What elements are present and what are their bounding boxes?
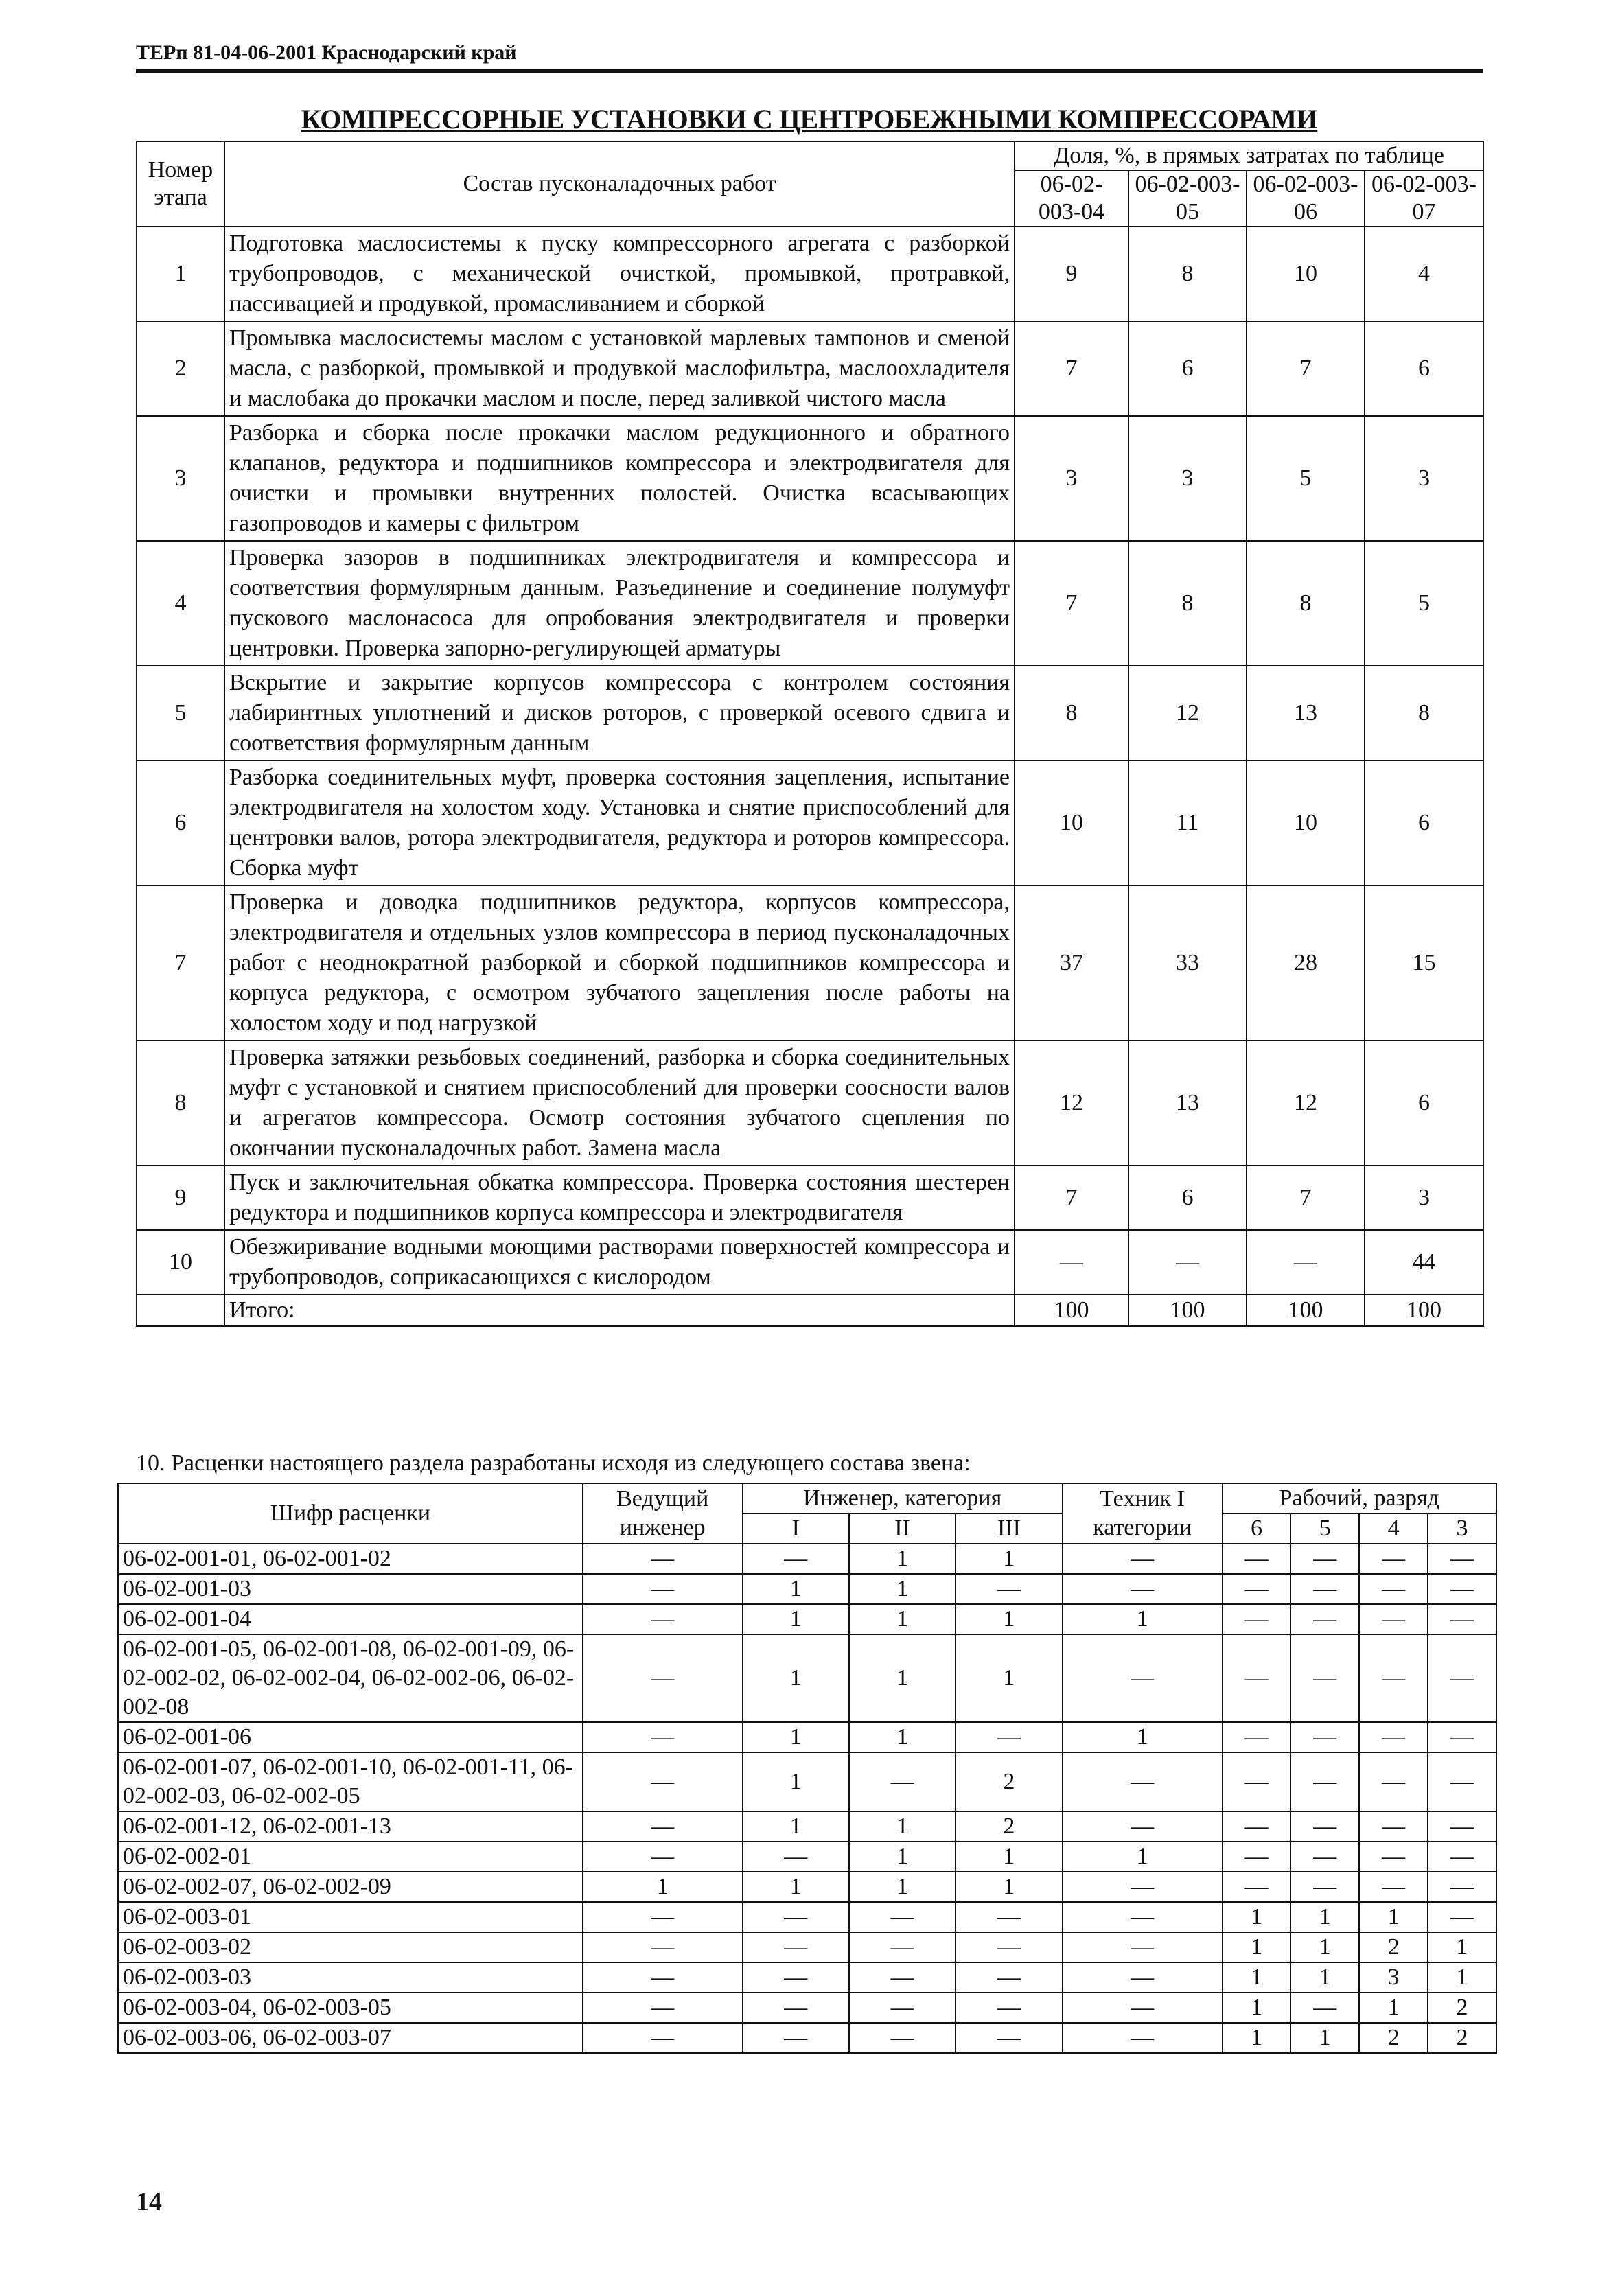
crew-count: — — [1063, 1574, 1223, 1604]
crew-count: 1 — [1223, 1932, 1291, 1962]
share-value: 12 — [1247, 1041, 1365, 1166]
crew-count: — — [849, 1993, 956, 2023]
rate-code: 06-02-001-03 — [118, 1574, 583, 1604]
crew-count: — — [1063, 1962, 1223, 1993]
page-number: 14 — [136, 2188, 162, 2216]
crew-count: 1 — [1063, 1722, 1223, 1752]
share-value: 10 — [1247, 761, 1365, 885]
col-share-header: Доля, %, в прямых затратах по таблице — [1015, 141, 1483, 170]
crew-count: — — [743, 1842, 849, 1872]
crew-composition-table — [117, 1483, 1497, 2054]
crew-count: — — [956, 1574, 1062, 1604]
crew-count: — — [1223, 1544, 1291, 1574]
stage-number: 9 — [137, 1166, 224, 1230]
engineer-header: Инженер, категория — [743, 1483, 1063, 1514]
share-value: 13 — [1247, 666, 1365, 761]
crew-count: — — [1223, 1842, 1291, 1872]
share-value: 5 — [1247, 416, 1365, 541]
rate-code: 06-02-002-01 — [118, 1842, 583, 1872]
share-value: 7 — [1247, 1166, 1365, 1230]
crew-count: — — [1428, 1811, 1496, 1842]
crew-count: 1 — [743, 1722, 849, 1752]
rate-code: 06-02-003-01 — [118, 1902, 583, 1932]
rate-code: 06-02-003-02 — [118, 1932, 583, 1962]
col-table-code: 06-02-003-06 — [1247, 170, 1365, 227]
crew-count: — — [1359, 1544, 1428, 1574]
work-description: Разборка соединительных муфт, проверка состояния зацепления, испытание электродвигателя на холостом ходу. Установка и снятие приспособлений для центровки валов, ротора электродвигателя, редуктора и роторов компрессора. Сборка муфт — [224, 761, 1015, 885]
share-value: 6 — [1365, 1041, 1483, 1166]
technician-header: Техник I категории — [1063, 1483, 1223, 1544]
table-row — [118, 1842, 1496, 1872]
rate-code: 06-02-003-04, 06-02-003-05 — [118, 1993, 583, 2023]
table-row — [118, 1872, 1496, 1902]
table-row — [118, 1574, 1496, 1604]
crew-count: — — [583, 1993, 743, 2023]
crew-count: 1 — [849, 1872, 956, 1902]
share-value: 13 — [1128, 1041, 1247, 1166]
crew-count: — — [1359, 1842, 1428, 1872]
crew-count: 3 — [1359, 1962, 1428, 1993]
crew-count: 2 — [956, 1752, 1062, 1811]
share-value: 3 — [1015, 416, 1128, 541]
rate-code: 06-02-001-06 — [118, 1722, 583, 1752]
crew-count: — — [1359, 1872, 1428, 1902]
col-table-code: 06-02-003-04 — [1015, 170, 1128, 227]
crew-count: 1 — [1290, 1932, 1359, 1962]
stage-number: 1 — [137, 227, 224, 321]
crew-count: 1 — [743, 1811, 849, 1842]
rate-code: 06-02-001-05, 06-02-001-08, 06-02-001-09, 06-02-002-02, 06-02-002-04, 06-02-002-06, 06-02-002-08 — [118, 1634, 583, 1722]
crew-count: — — [1359, 1604, 1428, 1634]
crew-count: 1 — [1063, 1842, 1223, 1872]
crew-note: 10. Расценки настоящего раздела разработаны исходя из следующего состава звена: — [136, 1450, 971, 1476]
table-row — [118, 1544, 1496, 1574]
col-work-header: Состав пусконаладочных работ — [224, 141, 1015, 227]
crew-count: 1 — [956, 1634, 1062, 1722]
table-row — [118, 1604, 1496, 1634]
crew-count: — — [849, 2023, 956, 2053]
table-row — [118, 1993, 1496, 2023]
total-spacer — [137, 1295, 224, 1326]
share-value: — — [1247, 1230, 1365, 1295]
table-row — [137, 416, 1483, 541]
crew-count: — — [1290, 1752, 1359, 1811]
worker-grade: 4 — [1359, 1514, 1428, 1544]
crew-count: 1 — [1359, 1993, 1428, 2023]
crew-count: — — [956, 1932, 1062, 1962]
crew-count: — — [1223, 1811, 1291, 1842]
share-value: 3 — [1128, 416, 1247, 541]
work-description: Разборка и сборка после прокачки маслом редукционного и обратного клапанов, редуктора и подшипников компрессора и электродвигателя для очистки и промывки внутренних полостей. Очистка всасывающих газопроводов и камеры с фильтром — [224, 416, 1015, 541]
crew-count: 1 — [583, 1872, 743, 1902]
table-row — [118, 2023, 1496, 2053]
crew-count: — — [1359, 1722, 1428, 1752]
crew-count: 1 — [743, 1604, 849, 1634]
crew-count: 1 — [1290, 1902, 1359, 1932]
share-value: 5 — [1365, 541, 1483, 666]
stage-number: 4 — [137, 541, 224, 666]
crew-count: 1 — [1223, 1993, 1291, 2023]
worker-header: Рабочий, разряд — [1223, 1483, 1496, 1514]
crew-count: — — [1428, 1872, 1496, 1902]
stage-number: 6 — [137, 761, 224, 885]
crew-count: 1 — [1428, 1962, 1496, 1993]
crew-count: — — [1063, 1811, 1223, 1842]
rate-code: 06-02-001-12, 06-02-001-13 — [118, 1811, 583, 1842]
share-value: 37 — [1015, 885, 1128, 1041]
crew-count: — — [743, 1993, 849, 2023]
section-title: КОМПРЕССОРНЫЕ УСТАНОВКИ С ЦЕНТРОБЕЖНЫМИ КОМПРЕССОРАМИ — [301, 104, 1318, 135]
work-description: Вскрытие и закрытие корпусов компрессора с контролем состояния лабиринтных уплотнений и дисков роторов, с проверкой осевого сдвига и соответствия формулярным данным — [224, 666, 1015, 761]
crew-count: 1 — [849, 1574, 956, 1604]
crew-count: — — [1359, 1811, 1428, 1842]
crew-count: — — [743, 1932, 849, 1962]
stage-number: 7 — [137, 885, 224, 1041]
crew-count: — — [1223, 1604, 1291, 1634]
worker-grade: 5 — [1290, 1514, 1359, 1544]
crew-count: 1 — [1359, 1902, 1428, 1932]
crew-count: — — [1223, 1722, 1291, 1752]
crew-count: 1 — [849, 1544, 956, 1574]
crew-count: — — [583, 1722, 743, 1752]
crew-count: — — [1428, 1722, 1496, 1752]
crew-count: — — [1428, 1842, 1496, 1872]
crew-count: — — [1428, 1634, 1496, 1722]
crew-count: — — [1290, 1722, 1359, 1752]
table-row — [137, 541, 1483, 666]
crew-count: — — [583, 1962, 743, 1993]
table-row — [118, 1722, 1496, 1752]
work-description: Проверка зазоров в подшипниках электродвигателя и компрессора и соответствия формулярным данным. Разъединение и соединение полумуфт пускового маслонасоса для опробования электродвигателя и проверки центровки. Проверка запорно-регулирующей арматуры — [224, 541, 1015, 666]
crew-count: — — [956, 2023, 1062, 2053]
crew-count: 2 — [956, 1811, 1062, 1842]
crew-count: — — [583, 1842, 743, 1872]
crew-count: — — [1223, 1752, 1291, 1811]
crew-count: 1 — [956, 1872, 1062, 1902]
crew-count: — — [583, 1811, 743, 1842]
share-value: 7 — [1247, 321, 1365, 416]
crew-count: — — [1063, 1634, 1223, 1722]
stage-number: 2 — [137, 321, 224, 416]
total-row — [137, 1295, 1483, 1326]
crew-count: — — [743, 1544, 849, 1574]
stage-number: 8 — [137, 1041, 224, 1166]
crew-count: — — [583, 1752, 743, 1811]
code-header: Шифр расценки — [118, 1483, 583, 1544]
share-value: 11 — [1128, 761, 1247, 885]
crew-count: — — [1359, 1752, 1428, 1811]
crew-count: — — [1290, 1544, 1359, 1574]
share-value: 8 — [1128, 541, 1247, 666]
work-description: Подготовка маслосистемы к пуску компрессорного агрегата с разборкой трубопроводов, с механической очисткой, промывкой, протравкой, пассивацией и продувкой, промасливанием и сборкой — [224, 227, 1015, 321]
share-value: 10 — [1015, 761, 1128, 885]
table-row — [137, 321, 1483, 416]
share-value: 6 — [1128, 321, 1247, 416]
lead-engineer-header: Ведущий инженер — [583, 1483, 743, 1544]
col-table-code: 06-02-003-05 — [1128, 170, 1247, 227]
crew-count: — — [1290, 1842, 1359, 1872]
share-value: 28 — [1247, 885, 1365, 1041]
share-value: 8 — [1247, 541, 1365, 666]
crew-count: — — [1428, 1574, 1496, 1604]
stage-number: 3 — [137, 416, 224, 541]
crew-count: — — [1290, 1604, 1359, 1634]
stage-number: 10 — [137, 1230, 224, 1295]
crew-count: — — [1359, 1574, 1428, 1604]
crew-count: 1 — [849, 1811, 956, 1842]
table-row — [137, 666, 1483, 761]
share-value: 4 — [1365, 227, 1483, 321]
crew-count: — — [1223, 1872, 1291, 1902]
crew-count: 2 — [1359, 2023, 1428, 2053]
crew-count: 1 — [849, 1634, 956, 1722]
rate-code: 06-02-002-07, 06-02-002-09 — [118, 1872, 583, 1902]
crew-count: — — [583, 1634, 743, 1722]
work-description: Проверка и доводка подшипников редуктора, корпусов компрессора, электродвигателя и отдельных узлов компрессора в период пусконаладочных работ с неоднократной разборкой и сборкой подшипников компрессора и корпуса редуктора, с осмотром зубчатого зацепления после работы на холостом ходу и под нагрузкой — [224, 885, 1015, 1041]
crew-count: — — [1223, 1574, 1291, 1604]
col-table-code: 06-02-003-07 — [1365, 170, 1483, 227]
crew-count: — — [849, 1932, 956, 1962]
crew-count: — — [1428, 1604, 1496, 1634]
crew-count: — — [1223, 1634, 1291, 1722]
crew-count: 1 — [743, 1634, 849, 1722]
crew-count: — — [743, 2023, 849, 2053]
table-row — [137, 227, 1483, 321]
crew-count: — — [956, 1993, 1062, 2023]
crew-count: — — [1063, 1752, 1223, 1811]
crew-count: 1 — [1290, 2023, 1359, 2053]
share-value: — — [1015, 1230, 1128, 1295]
total-value: 100 — [1015, 1295, 1128, 1326]
engineer-category: III — [956, 1514, 1062, 1544]
worker-grade: 6 — [1223, 1514, 1291, 1544]
crew-count: 1 — [1223, 1962, 1291, 1993]
crew-count: — — [849, 1962, 956, 1993]
crew-count: 2 — [1428, 2023, 1496, 2053]
crew-count: — — [956, 1902, 1062, 1932]
table-row — [118, 1902, 1496, 1932]
work-description: Проверка затяжки резьбовых соединений, разборка и сборка соединительных муфт с установкой и снятием приспособлений для проверки соосности валов и агрегатов компрессора. Осмотр состояния зубчатого сцепления по окончании пусконаладочных работ. Замена масла — [224, 1041, 1015, 1166]
work-share-table — [136, 141, 1484, 1327]
crew-count: 2 — [1359, 1932, 1428, 1962]
crew-count: 1 — [956, 1842, 1062, 1872]
crew-count: 1 — [956, 1544, 1062, 1574]
table-row — [118, 1811, 1496, 1842]
crew-count: — — [1063, 1902, 1223, 1932]
rate-code: 06-02-001-07, 06-02-001-10, 06-02-001-11, 06-02-002-03, 06-02-002-05 — [118, 1752, 583, 1811]
crew-count: 1 — [1428, 1932, 1496, 1962]
share-value: 7 — [1015, 541, 1128, 666]
share-value: 6 — [1365, 321, 1483, 416]
table-row — [137, 761, 1483, 885]
share-value: 8 — [1365, 666, 1483, 761]
share-value: 8 — [1128, 227, 1247, 321]
crew-count: 1 — [849, 1842, 956, 1872]
table-row — [118, 1962, 1496, 1993]
crew-count: — — [1063, 2023, 1223, 2053]
table-row — [137, 885, 1483, 1041]
rate-code: 06-02-001-04 — [118, 1604, 583, 1634]
crew-count: 1 — [1290, 1962, 1359, 1993]
share-value: 15 — [1365, 885, 1483, 1041]
crew-count: — — [1290, 1574, 1359, 1604]
crew-count: — — [1290, 1634, 1359, 1722]
share-value: 6 — [1128, 1166, 1247, 1230]
crew-count: 1 — [1223, 1902, 1291, 1932]
page-header: ТЕРп 81-04-06-2001 Краснодарский край — [136, 41, 1483, 73]
crew-count: — — [1428, 1752, 1496, 1811]
col-stage-header: Номер этапа — [137, 141, 224, 227]
crew-count: 1 — [743, 1872, 849, 1902]
engineer-category: II — [849, 1514, 956, 1544]
share-value: 12 — [1128, 666, 1247, 761]
share-value: 12 — [1015, 1041, 1128, 1166]
total-value: 100 — [1247, 1295, 1365, 1326]
table-row — [118, 1752, 1496, 1811]
total-label: Итого: — [224, 1295, 1015, 1326]
work-description: Промывка маслосистемы маслом с установкой марлевых тампонов и сменой масла, с разборкой, промывкой и продувкой маслофильтра, маслоохладителя и маслобака до прокачки маслом и после, перед заливкой чистого масла — [224, 321, 1015, 416]
worker-grade: 3 — [1428, 1514, 1496, 1544]
crew-count: — — [956, 1722, 1062, 1752]
rate-code: 06-02-003-03 — [118, 1962, 583, 1993]
crew-count: — — [1428, 1544, 1496, 1574]
crew-count: — — [1063, 1932, 1223, 1962]
stage-number: 5 — [137, 666, 224, 761]
share-value: 3 — [1365, 1166, 1483, 1230]
engineer-category: I — [743, 1514, 849, 1544]
crew-count: 2 — [1428, 1993, 1496, 2023]
crew-count: — — [743, 1962, 849, 1993]
crew-count: — — [743, 1902, 849, 1932]
crew-count: 1 — [743, 1574, 849, 1604]
crew-count: — — [1290, 1872, 1359, 1902]
total-value: 100 — [1365, 1295, 1483, 1326]
crew-count: — — [583, 1932, 743, 1962]
share-value: 8 — [1015, 666, 1128, 761]
crew-count: — — [849, 1752, 956, 1811]
work-description: Обезжиривание водными моющими растворами поверхностей компрессора и трубопроводов, соприкасающихся с кислородом — [224, 1230, 1015, 1295]
table-row — [118, 1634, 1496, 1722]
crew-count: 1 — [849, 1722, 956, 1752]
crew-count: — — [1428, 1902, 1496, 1932]
crew-count: — — [1359, 1634, 1428, 1722]
crew-count: — — [583, 1544, 743, 1574]
rate-code: 06-02-001-01, 06-02-001-02 — [118, 1544, 583, 1574]
crew-count: 1 — [743, 1752, 849, 1811]
share-value: 10 — [1247, 227, 1365, 321]
crew-count: 1 — [956, 1604, 1062, 1634]
crew-count: — — [583, 1574, 743, 1604]
rate-code: 06-02-003-06, 06-02-003-07 — [118, 2023, 583, 2053]
crew-count: — — [1290, 1811, 1359, 1842]
share-value: 6 — [1365, 761, 1483, 885]
share-value: 7 — [1015, 321, 1128, 416]
crew-count: — — [583, 1902, 743, 1932]
share-value: — — [1128, 1230, 1247, 1295]
work-description: Пуск и заключительная обкатка компрессора. Проверка состояния шестерен редуктора и подшипников корпуса компрессора и электродвигателя — [224, 1166, 1015, 1230]
total-value: 100 — [1128, 1295, 1247, 1326]
crew-count: — — [583, 2023, 743, 2053]
crew-count: — — [956, 1962, 1062, 1993]
share-value: 9 — [1015, 227, 1128, 321]
crew-count: — — [1063, 1872, 1223, 1902]
crew-count: — — [583, 1604, 743, 1634]
table-row — [137, 1041, 1483, 1166]
crew-count: — — [1063, 1993, 1223, 2023]
crew-count: 1 — [1223, 2023, 1291, 2053]
crew-count: — — [849, 1902, 956, 1932]
crew-count: — — [1290, 1993, 1359, 2023]
table-row — [137, 1230, 1483, 1295]
crew-count: — — [1063, 1544, 1223, 1574]
share-value: 7 — [1015, 1166, 1128, 1230]
crew-count: 1 — [1063, 1604, 1223, 1634]
table-row — [137, 1166, 1483, 1230]
table-row — [118, 1932, 1496, 1962]
share-value: 33 — [1128, 885, 1247, 1041]
share-value: 44 — [1365, 1230, 1483, 1295]
share-value: 3 — [1365, 416, 1483, 541]
crew-count: 1 — [849, 1604, 956, 1634]
